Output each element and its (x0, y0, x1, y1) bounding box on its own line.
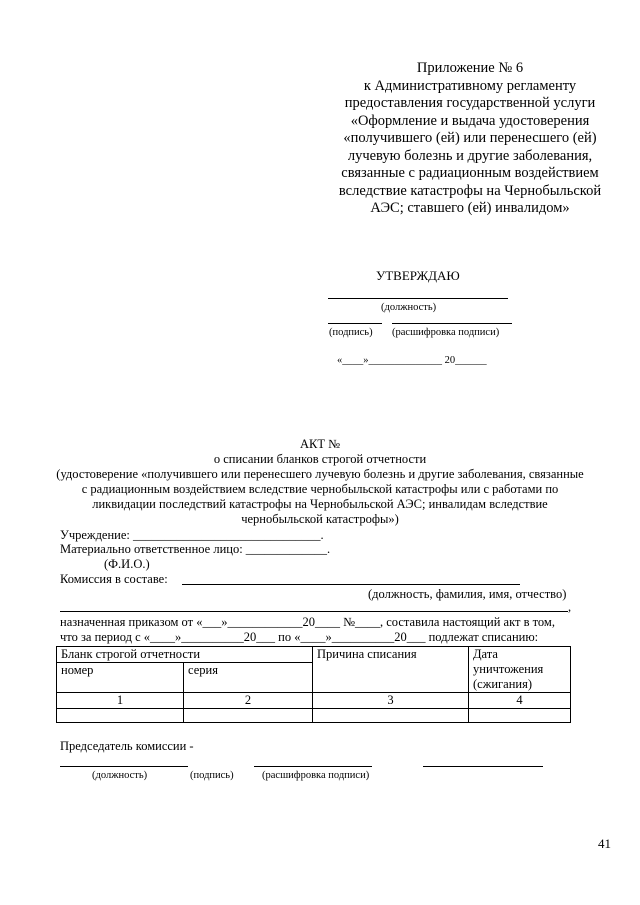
act-title-line: с радиационным воздействием вследствие чернобыльской катастрофы или с работами по (81, 482, 559, 496)
blank-table (56, 646, 571, 723)
act-title-line: (удостоверение «получившего или перенесшего лучевую болезнь и другие заболевания, связанные (56, 467, 584, 481)
table-row (57, 693, 571, 709)
col-num-1: 1 (57, 693, 184, 709)
chairman-position-line (60, 766, 188, 767)
page-number: 41 (598, 836, 611, 851)
position-line (328, 298, 508, 299)
act-title-line: о списании бланков строгой отчетности (213, 452, 427, 466)
act-title-line: ликвидации последствий катастрофы на Чернобыльской АЭС; инвалидам вследствие (92, 497, 548, 511)
approval-date: «____»______________ 20______ (337, 355, 487, 366)
appendix-line: связанные с радиационным воздействием (341, 165, 599, 181)
act-title (40, 437, 600, 527)
appendix-line: «Оформление и выдача удостоверения (350, 112, 590, 129)
chairman-decode-line (423, 766, 543, 767)
fio-caption: (Ф.И.О.) (104, 557, 150, 571)
group-header: Бланк строгой отчетности (57, 647, 313, 663)
decode-caption: (расшифровка подписи) (392, 327, 500, 338)
date-header-line: Дата (473, 647, 498, 661)
col-num-2: 2 (184, 693, 313, 709)
series-header: серия (184, 663, 313, 693)
appendix-line: Приложение № 6 (416, 60, 524, 76)
appendix-line: «получившего (ей) или перенесшего (ей) (343, 130, 597, 146)
empty-cell (469, 709, 571, 723)
number-header: номер (57, 663, 184, 693)
reason-header: Причина списания (313, 647, 469, 693)
date-header-line: уничтожения (473, 662, 544, 676)
signature-caption: (подпись) (329, 327, 373, 338)
appendix-line: предоставления государственной услуги (344, 95, 596, 111)
responsible-field: Материально ответственное лицо: _____________. (60, 542, 331, 556)
commission-label: Комиссия в составе: (60, 572, 168, 586)
empty-cell (313, 709, 469, 723)
chairman-label: Председатель комиссии - (60, 739, 194, 753)
signature-line (328, 323, 382, 324)
date-header-line: (сжигания) (473, 677, 533, 691)
comma: , (568, 600, 572, 614)
appendix-line: АЭС; ставшего (ей) инвалидом» (370, 200, 570, 216)
table-header-row (57, 647, 571, 663)
empty-cell (184, 709, 313, 723)
appendix-line: к Административному регламенту (363, 77, 577, 94)
caption-position: (должность) (92, 770, 148, 781)
approve-title: УТВЕРЖДАЮ (376, 268, 460, 283)
order-line: назначенная приказом от «___»____________20____ №____, составила настоящий акт в том, (60, 615, 555, 629)
col-num-4: 4 (469, 693, 571, 709)
col-num-3: 3 (313, 693, 469, 709)
commission-line (182, 584, 520, 585)
appendix-line: вследствие катастрофы на Чернобыльской (338, 182, 602, 199)
commission-caption: (должность, фамилия, имя, отчество) (368, 587, 567, 601)
act-heading: АКТ № (299, 437, 341, 451)
appendix-header (320, 60, 620, 218)
position-caption: (должность) (381, 302, 437, 313)
decode-line (392, 323, 512, 324)
empty-cell (57, 709, 184, 723)
commission-line-2 (60, 611, 568, 612)
caption-decode: (расшифровка подписи) (262, 770, 370, 781)
caption-signature: (подпись) (190, 770, 234, 781)
period-line: что за период с «____»__________20___ по «____»__________20___ подлежат списанию: (60, 630, 539, 644)
act-title-line: чернобыльской катастрофы») (241, 512, 399, 526)
appendix-line: лучевую болезнь и другие заболевания, (347, 147, 593, 164)
date-header (469, 647, 571, 693)
institution-field: Учреждение: ______________________________. (60, 528, 324, 542)
chairman-signature-line (254, 766, 372, 767)
table-row (57, 709, 571, 723)
